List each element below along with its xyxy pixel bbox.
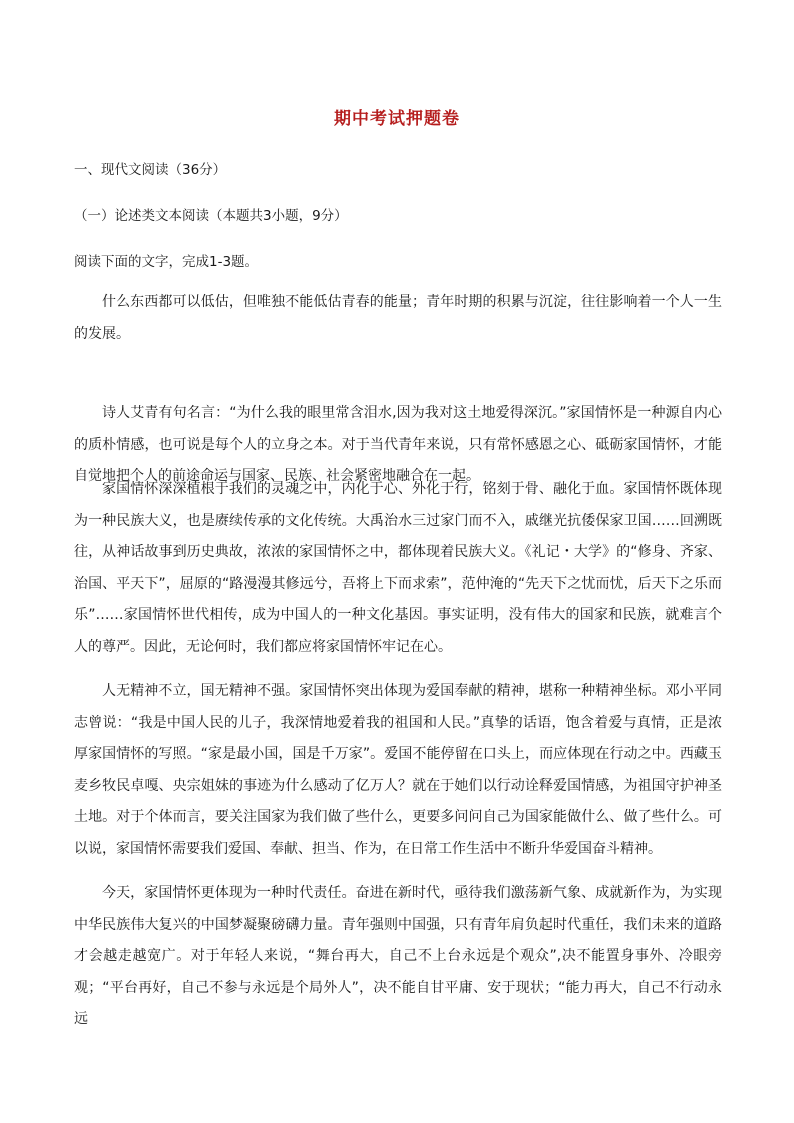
section-heading: 一、现代文阅读（36分） [74, 162, 227, 178]
instruction-text: 阅读下面的文字，完成1-3题。 [74, 254, 259, 270]
paragraph-5: 今天，家国情怀更体现为一种时代责任。奋进在新时代，亟待我们激荡新气象、成就新作为，为实现中华民族伟大复兴的中国梦凝聚磅礴力量。青年强则中国强，只有青年肩负起时代重任，我们未来的道路才会越走越宽广。对于年轻人来说，“舞台再大，自己不上台永远是个观众”,决不能置身事外、冷眼旁观；“平台再好，自己不参与永远是个局外人”，决不能自甘平庸、安于现状；“能力再大，自己不行动永远 [74, 885, 722, 1027]
document-title: 期中考试押题卷 [334, 109, 460, 129]
subsection-heading: （一）论述类文本阅读（本题共3小题，9分） [74, 208, 348, 224]
paragraph-3: 家国情怀深深植根于我们的灵魂之中，内化于心、外化于行，铭刻于骨、融化于血。家国情怀既体现为一种民族大义，也是赓续传承的文化传统。大禹治水三过家门而不入，戚继光抗倭保家卫国……回溯既往，从神话故事到历史典故，浓浓的家国情怀之中，都体现着民族大义。《礼记・大学》的“修身、齐家、治国、平天下”，屈原的“路漫漫其修远兮，吾将上下而求索”，范仲淹的“先天下之忧而忧，后天下之乐而乐”……家国情怀世代相传，成为中国人的一种文化基因。事实证明，没有伟大的国家和民族，就难言个人的尊严。因此，无论何时，我们都应将家国情怀牢记在心。 [74, 481, 722, 655]
paragraph-4: 人无精神不立，国无精神不强。家国情怀突出体现为爱国奉献的精神，堪称一种精神坐标。邓小平同志曾说：“我是中国人民的儿子，我深情地爱着我的祖国和人民。”真挚的话语，饱含着爱与真情，正是浓厚家国情怀的写照。“家是最小国，国是千万家”。爱国不能停留在口头上，而应体现在行动之中。西藏玉麦乡牧民卓嘎、央宗姐妹的事迹为什么感动了亿万人？就在于她们以行动诠释爱国情感，为祖国守护神圣土地。对于个体而言，要关注国家为我们做了些什么，更要多问问自己为国家能做什么、做了些什么。可以说，家国情怀需要我们爱国、奉献、担当、作为，在日常工作生活中不断升华爱国奋斗精神。 [74, 683, 722, 857]
paragraph-2: 诗人艾青有句名言：“为什么我的眼里常含泪水,因为我对这土地爱得深沉。”家国情怀是一种源自内心的质朴情感，也可说是每个人的立身之本。对于当代青年来说，只有常怀感恩之心、砥砺家国情怀，才能自觉地把个人的前途命运与国家、民族、社会紧密地融合在一起。 [74, 405, 722, 484]
paragraph-1: 什么东西都可以低估，但唯独不能低估青春的能量；青年时期的积累与沉淀，往往影响着一个人一生的发展。 [74, 294, 722, 342]
